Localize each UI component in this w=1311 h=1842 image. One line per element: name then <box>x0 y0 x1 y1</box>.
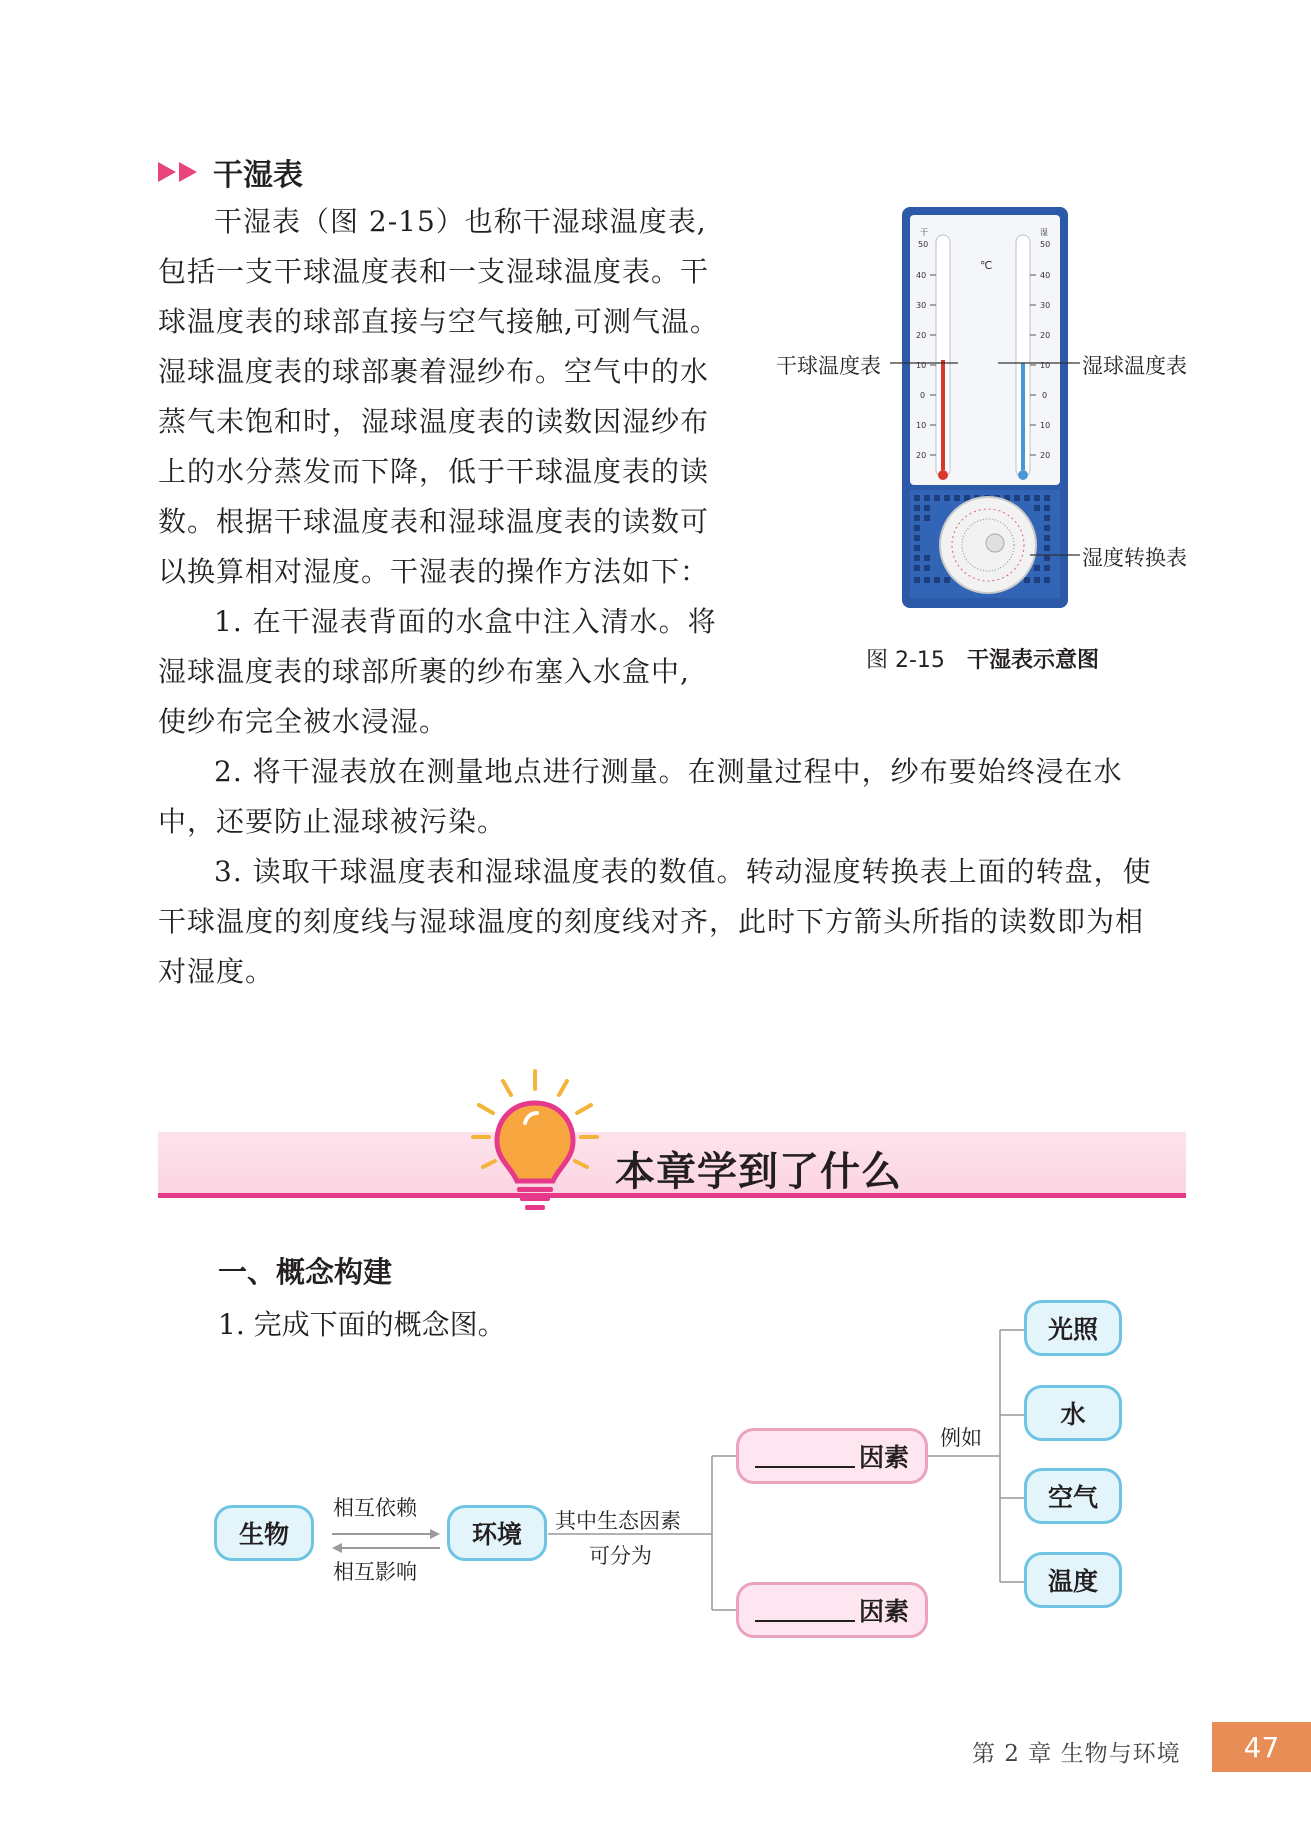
text-line: 以换算相对湿度。干湿表的操作方法如下： <box>158 555 710 588</box>
node-environment: 环境 <box>447 1505 547 1561</box>
section-title: 干湿表 <box>213 158 303 193</box>
page-number: 47 <box>1212 1722 1311 1772</box>
paragraph-step-2 <box>158 747 1188 847</box>
node-temperature: 温度 <box>1024 1552 1122 1608</box>
callout-lines <box>880 355 1090 565</box>
tick-label: 40 <box>1040 271 1051 280</box>
answer-blank[interactable] <box>755 1598 855 1622</box>
concept-heading: 一、概念构建 <box>218 1255 393 1289</box>
factor-suffix: 因素 <box>858 1443 909 1472</box>
tick-label: 10 <box>1040 361 1051 370</box>
tick-label: 40 <box>916 271 927 280</box>
label-dry-thermometer: 干球温度表 <box>776 354 881 378</box>
text-line: 3. 读取干球温度表和湿球温度表的数值。转动湿度转换表上面的转盘，使 <box>214 855 1152 888</box>
figure-caption <box>866 643 1099 674</box>
label-humidity-converter: 湿度转换表 <box>1082 546 1187 570</box>
text-line: 上的水分蒸发而下降，低于干球温度表的读 <box>158 455 710 488</box>
triangle-icon <box>179 162 197 182</box>
text-line: 对湿度。 <box>158 955 275 988</box>
node-organism: 生物 <box>214 1505 314 1561</box>
chapter-footer: 第 2 章 生物与环境 <box>972 1741 1181 1767</box>
tick-label: 50 <box>1040 240 1051 249</box>
tick-label: 0 <box>920 391 926 400</box>
tick-label: 0 <box>1042 391 1048 400</box>
concept-instruction: 1. 完成下面的概念图。 <box>218 1308 506 1341</box>
concept-map-lines <box>300 1320 1060 1650</box>
tick-label: 20 <box>1040 451 1051 460</box>
figure-caption-text: 干湿表示意图 <box>966 648 1099 673</box>
tick-label: 50 <box>918 240 929 249</box>
node-factor-blank-1[interactable] <box>736 1428 928 1484</box>
label-ecological-factors: 其中生态因素 <box>555 1509 681 1533</box>
lightbulb-icon <box>465 1063 605 1223</box>
text-line: 干球温度的刻度线与湿球温度的刻度线对齐，此时下方箭头所指的读数即为相 <box>158 905 1145 938</box>
label-wet-thermometer: 湿球温度表 <box>1082 354 1187 378</box>
node-water: 水 <box>1024 1385 1122 1441</box>
label-classified-as: 可分为 <box>589 1544 652 1568</box>
text-line: 使纱布完全被水浸湿。 <box>158 705 449 738</box>
text-line: 湿球温度表的球部所裹的纱布塞入水盒中, <box>158 655 690 688</box>
tick-label: 20 <box>916 331 927 340</box>
label-interaction: 相互影响 <box>333 1560 417 1584</box>
summary-title: 本章学到了什么 <box>615 1149 902 1195</box>
dry-header: 干 <box>920 228 928 237</box>
paragraph-intro <box>158 197 733 747</box>
unit-label: ℃ <box>980 259 993 272</box>
wet-header: 湿 <box>1040 228 1048 237</box>
label-for-example: 例如 <box>940 1426 982 1450</box>
tick-label: 20 <box>1040 331 1051 340</box>
text-line: 中，还要防止湿球被污染。 <box>158 805 507 838</box>
paragraph-step-3 <box>158 847 1188 997</box>
text-line: 球温度表的球部直接与空气接触,可测气温。 <box>158 305 719 338</box>
text-line: 数。根据干球温度表和湿球温度表的读数可 <box>158 505 710 538</box>
node-light: 光照 <box>1024 1300 1122 1356</box>
tick-label: 10 <box>916 421 927 430</box>
section-heading <box>158 150 303 194</box>
tick-label: 30 <box>916 301 927 310</box>
tick-label: 30 <box>1040 301 1051 310</box>
node-factor-blank-2[interactable] <box>736 1582 928 1638</box>
text-line: 2. 将干湿表放在测量地点进行测量。在测量过程中，纱布要始终浸在水 <box>214 755 1123 788</box>
text-line: 包括一支干球温度表和一支湿球温度表。干 <box>158 255 710 288</box>
text-line: 湿球温度表的球部裹着湿纱布。空气中的水 <box>158 355 710 388</box>
label-interdependence: 相互依赖 <box>333 1496 417 1520</box>
text-line: 干湿表（图 2-15）也称干湿球温度表, <box>214 205 707 238</box>
factor-suffix: 因素 <box>858 1597 909 1626</box>
answer-blank[interactable] <box>755 1444 855 1468</box>
tick-label: 10 <box>916 361 927 370</box>
text-line: 1. 在干湿表背面的水盒中注入清水。将 <box>214 605 717 638</box>
triangle-icon <box>158 162 176 182</box>
figure-number: 图 2-15 <box>866 648 945 673</box>
node-air: 空气 <box>1024 1468 1122 1524</box>
text-line: 蒸气未饱和时，湿球温度表的读数因湿纱布 <box>158 405 710 438</box>
tick-label: 10 <box>1040 421 1051 430</box>
tick-label: 20 <box>916 451 927 460</box>
